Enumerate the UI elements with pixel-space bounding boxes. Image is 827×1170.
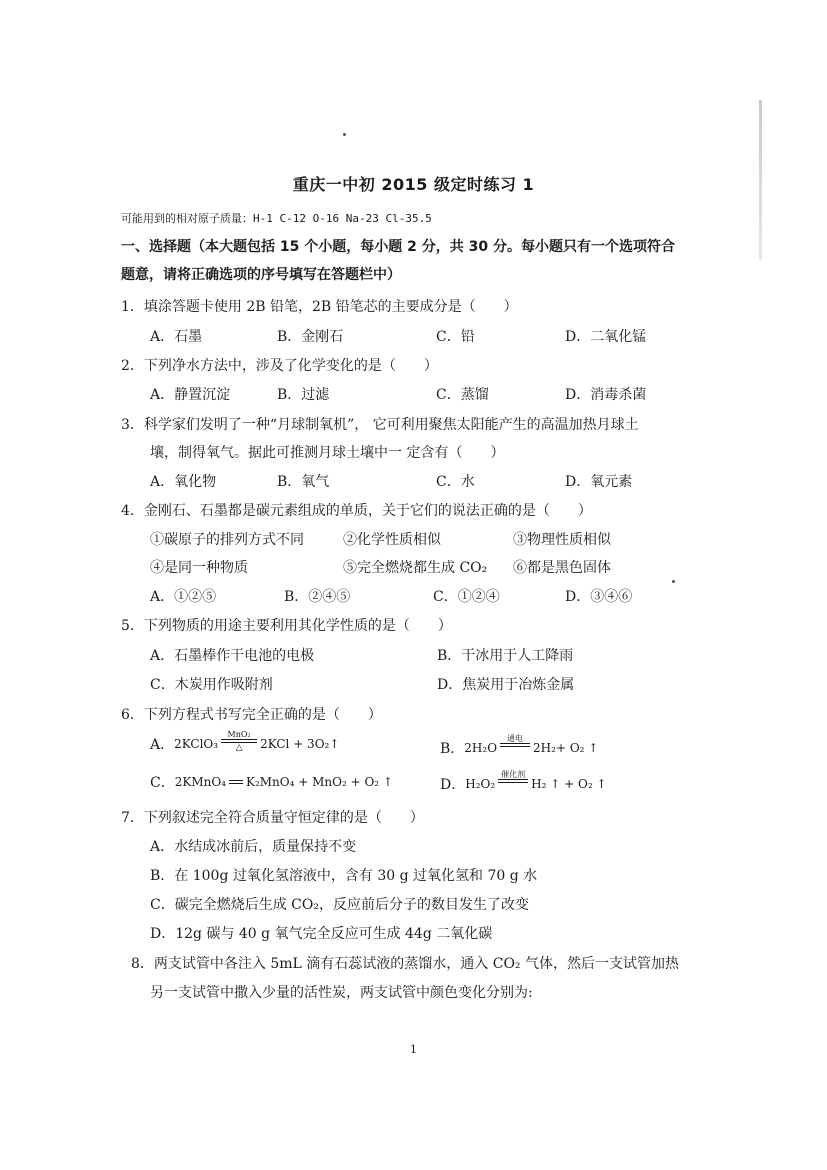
q6-b-condition: 通电 — [507, 734, 524, 743]
q2-option-b: B．过滤 — [277, 387, 330, 403]
q4-statement-1: ①碳原子的排列方式不同 — [150, 532, 304, 548]
q1-option-b: B．金刚石 — [277, 329, 344, 345]
q3-option-b: B．氧气 — [277, 474, 330, 490]
q7-option-b: B．在 100g 过氧化氢溶液中，含有 30 g 过氧化氢和 70 g 水 — [150, 868, 538, 884]
q2-option-d: D．消毒杀菌 — [565, 387, 647, 403]
q6-equation-d — [440, 772, 607, 795]
q6-option-c — [150, 772, 393, 792]
q6-c-reactants: 2KMnO₄ — [174, 775, 226, 789]
equals-arrow-icon — [498, 770, 528, 793]
q8-stem-line2: 另一支试管中撒入少量的活性炭，两支试管中颜色变化分别为: — [150, 985, 533, 1001]
q4-statement-6: ⑥都是黑色固体 — [513, 560, 611, 576]
q6-option-b — [440, 736, 598, 759]
q6-option-d-label: D． — [440, 776, 466, 793]
equals-arrow-icon — [500, 734, 530, 757]
q6-a-products: 2KCl + 3O₂↑ — [260, 736, 340, 751]
equals-sign-icon — [229, 780, 243, 784]
q4-option-c: C．①②④ — [433, 589, 500, 605]
q3-option-d: D．氧元素 — [565, 474, 633, 490]
q2-stem: 2．下列净水方法中，涉及了化学变化的是（ ） — [121, 358, 438, 374]
q6-b-reactants: 2H₂O — [464, 740, 498, 755]
q2-option-c: C．蒸馏 — [436, 387, 489, 403]
q6-equation-c — [150, 772, 393, 792]
q4-stem: 4．金刚石、石墨都是碳元素组成的单质，关于它们的说法正确的是（ ） — [121, 503, 592, 519]
q4-statement-5: ⑤完全燃烧都生成 CO₂ — [343, 560, 488, 576]
q5-option-c: C．木炭用作吸附剂 — [150, 677, 273, 693]
q6-a-catalyst: MnO₂ — [227, 730, 251, 739]
q6-equation-a — [150, 732, 339, 755]
q3-stem-line1: 3．科学家们发明了一种“月球制氧机”， 它可利用聚焦太阳能产生的高温加热月球土 — [121, 417, 639, 433]
q6-d-catalyst: 催化剂 — [501, 770, 526, 779]
page-title: 重庆一中初 2015 级定时练习 1 — [292, 175, 535, 194]
scan-speck — [343, 133, 346, 136]
q8-stem-line1: 8．两支试管中各注入 5mL 滴有石蕊试液的蒸馏水，通入 CO₂ 气体，然后一支试管加热 — [131, 956, 679, 972]
q7-option-c: C．碳完全燃烧后生成 CO₂，反应前后分子的数目发生了改变 — [150, 897, 529, 913]
q5-option-a: A．石墨棒作干电池的电极 — [150, 648, 315, 664]
q4-option-b: B．②④⑤ — [284, 589, 351, 605]
q4-option-d: D．③④⑥ — [565, 589, 633, 605]
q7-stem: 7．下列叙述完全符合质量守恒定律的是（ ） — [121, 810, 424, 826]
q6-option-b-label: B． — [440, 740, 465, 757]
section-heading: 一、选择题（本大题包括 15 个小题，每小题 2 分，共 30 分。每小题只有一个选项符合 — [121, 239, 675, 255]
q7-option-d: D．12g 碳与 40 g 氧气完全反应可生成 44g 二氧化碳 — [150, 926, 493, 942]
q6-option-a — [150, 732, 339, 755]
q7-option-a: A．水结成冰前后，质量保持不变 — [150, 839, 357, 855]
q1-option-c: C．铅 — [436, 329, 475, 345]
q4-statement-3: ③物理性质相似 — [513, 532, 611, 548]
q6-a-heat: △ — [235, 743, 243, 753]
q6-stem: 6．下列方程式书写完全正确的是（ ） — [121, 707, 382, 723]
q4-statement-2: ②化学性质相似 — [343, 532, 441, 548]
q5-stem: 5．下列物质的用途主要利用其化学性质的是（ ） — [121, 618, 452, 634]
q1-option-a: A．石墨 — [150, 329, 203, 345]
q1-stem: 1．填涂答题卡使用 2B 铅笔，2B 铅笔芯的主要成分是（ ） — [121, 299, 518, 315]
page-number: 1 — [410, 1043, 417, 1056]
atomic-masses-line: 可能用到的相对原子质量：H-1 C-12 O-16 Na-23 Cl-35.5 — [121, 212, 432, 225]
q3-option-c: C．水 — [436, 474, 475, 490]
q6-a-reactants: 2KClO₃ — [174, 736, 219, 751]
q6-d-products: H₂ ↑ + O₂ ↑ — [531, 776, 607, 791]
q5-option-b: B．干冰用于人工降雨 — [437, 648, 574, 664]
q6-option-a-label: A． — [150, 736, 175, 753]
q2-option-a: A．静置沉淀 — [150, 387, 231, 403]
q6-c-products: K₂MnO₄ + MnO₂ + O₂ ↑ — [245, 775, 393, 789]
section-heading-cont: 题意，请将正确选项的序号填写在答题栏中） — [121, 267, 401, 283]
q6-option-c-label: C． — [150, 775, 175, 791]
scan-speck — [672, 580, 675, 583]
q3-option-a: A．氧化物 — [150, 474, 217, 490]
equals-arrow-icon — [221, 730, 257, 753]
q6-b-products: 2H₂+ O₂ ↑ — [533, 740, 599, 755]
q6-equation-b — [440, 736, 598, 759]
q4-statement-4: ④是同一种物质 — [150, 560, 248, 576]
q1-option-d: D．二氧化锰 — [565, 329, 647, 345]
q4-option-a: A．①②⑤ — [150, 589, 217, 605]
q6-d-reactants: H₂O₂ — [465, 776, 496, 791]
q6-option-d — [440, 772, 607, 795]
q5-option-d: D．焦炭用于冶炼金属 — [437, 677, 575, 693]
q3-stem-line2: 壤，制得氧气。据此可推测月球土壤中一 定含有（ ） — [150, 445, 505, 461]
